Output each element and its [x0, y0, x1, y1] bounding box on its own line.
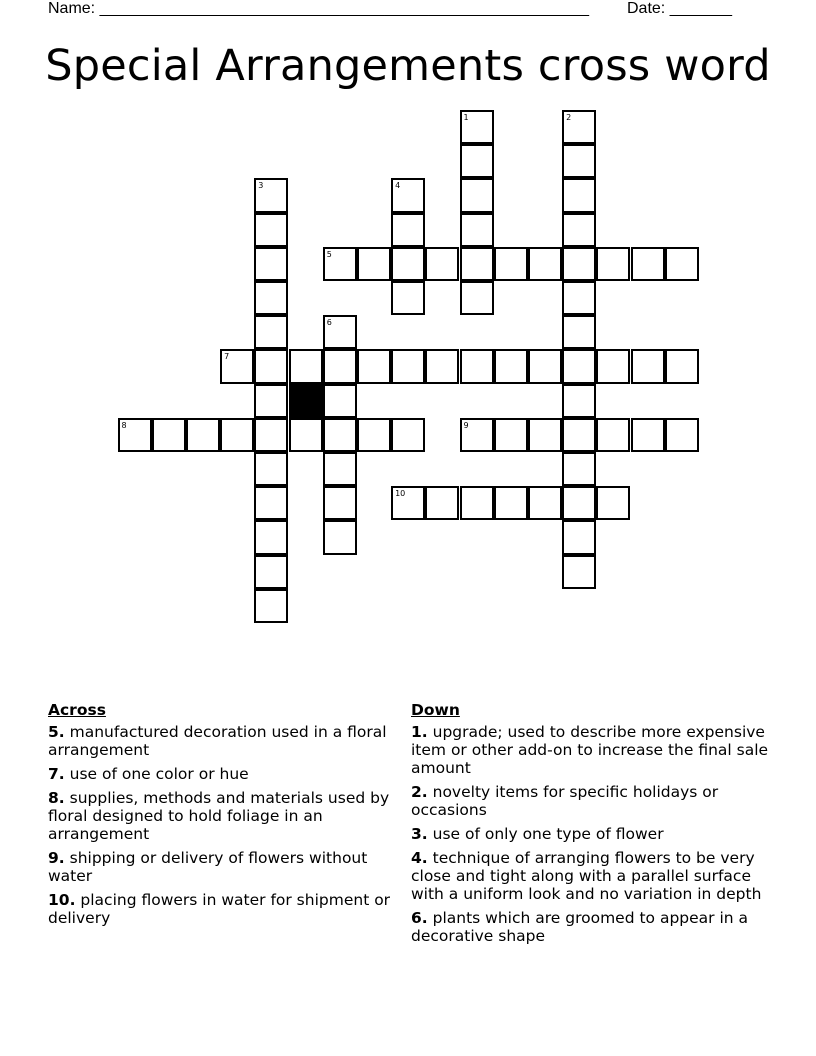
grid-cell[interactable] — [460, 418, 494, 452]
clue-number-label: 9 — [463, 420, 469, 430]
grid-cell[interactable] — [562, 452, 596, 486]
grid-cell[interactable] — [391, 486, 425, 520]
grid-cell[interactable] — [494, 486, 528, 520]
grid-cell[interactable] — [254, 281, 288, 315]
grid-cell[interactable] — [460, 213, 494, 247]
across-heading: Across — [48, 701, 106, 719]
grid-cell[interactable] — [118, 418, 152, 452]
clue-number: 1. — [411, 723, 428, 741]
grid-cell[interactable] — [254, 384, 288, 418]
grid-cell[interactable] — [562, 555, 596, 589]
clue-number: 8. — [48, 789, 65, 807]
grid-cell[interactable] — [562, 178, 596, 212]
grid-cell[interactable] — [596, 418, 630, 452]
clue-text: manufactured decoration used in a floral arrangement — [48, 723, 387, 759]
grid-cell[interactable] — [323, 520, 357, 554]
grid-cell[interactable] — [425, 486, 459, 520]
clue-number-label: 10 — [395, 489, 406, 499]
clue-number: 3. — [411, 825, 428, 843]
grid-cell[interactable] — [254, 178, 288, 212]
grid-cell[interactable] — [323, 418, 357, 452]
clue-text: technique of arranging flowers to be very close and tight along with a parallel surface with a uniform look and no variation in depth — [411, 849, 762, 903]
clue-text: supplies, methods and materials used by floral designed to hold foliage in an arrangement — [48, 789, 390, 843]
down-clues — [411, 701, 773, 951]
grid-cell[interactable] — [391, 213, 425, 247]
grid-cell[interactable] — [391, 281, 425, 315]
grid-cell[interactable] — [631, 418, 665, 452]
grid-cell[interactable] — [528, 349, 562, 383]
grid-cell[interactable] — [323, 315, 357, 349]
grid-cell[interactable] — [289, 349, 323, 383]
grid-cell[interactable] — [425, 349, 459, 383]
grid-cell[interactable] — [562, 315, 596, 349]
grid-cell[interactable] — [391, 349, 425, 383]
grid-cell[interactable] — [562, 281, 596, 315]
grid-cell[interactable] — [323, 247, 357, 281]
down-heading: Down — [411, 701, 460, 719]
clue-number-label: 6 — [326, 318, 332, 328]
grid-cell[interactable] — [665, 247, 699, 281]
grid-cell[interactable] — [631, 349, 665, 383]
grid-cell[interactable] — [562, 110, 596, 144]
grid-cell[interactable] — [254, 247, 288, 281]
grid-cell[interactable] — [460, 349, 494, 383]
grid-cell[interactable] — [460, 110, 494, 144]
clue-number: 9. — [48, 849, 65, 867]
clue-number: 5. — [48, 723, 65, 741]
grid-cell[interactable] — [254, 452, 288, 486]
grid-cell[interactable] — [220, 349, 254, 383]
clue-number: 2. — [411, 783, 428, 801]
grid-cell[interactable] — [357, 418, 391, 452]
clue-text: shipping or delivery of flowers without water — [48, 849, 368, 885]
clue-down-3 — [411, 825, 773, 843]
clue-number-label: 3 — [258, 181, 264, 191]
clue-number-label: 5 — [326, 249, 332, 259]
grid-cell[interactable] — [494, 247, 528, 281]
grid-cell[interactable] — [528, 486, 562, 520]
clue-across-5 — [48, 723, 393, 759]
grid-cell[interactable] — [494, 418, 528, 452]
clue-text: use of one color or hue — [69, 765, 249, 783]
grid-cell[interactable] — [460, 144, 494, 178]
grid-cell[interactable] — [254, 213, 288, 247]
clue-number-label: 2 — [566, 113, 572, 122]
grid-cell[interactable] — [596, 349, 630, 383]
clue-number-label: 7 — [224, 352, 230, 362]
grid-cell[interactable] — [562, 247, 596, 281]
clue-text: plants which are groomed to appear in a decorative shape — [411, 909, 749, 945]
clue-number-label: 4 — [395, 181, 401, 191]
across-clues — [48, 701, 393, 933]
grid-cell[interactable] — [323, 349, 357, 383]
clue-text: placing flowers in water for shipment or delivery — [48, 891, 391, 927]
grid-cell[interactable] — [254, 520, 288, 554]
grid-cell[interactable] — [665, 418, 699, 452]
grid-cell[interactable] — [631, 247, 665, 281]
grid-cell[interactable] — [460, 178, 494, 212]
grid-cell[interactable] — [289, 418, 323, 452]
grid-cell[interactable] — [254, 315, 288, 349]
grid-cell[interactable] — [460, 281, 494, 315]
clue-down-6 — [411, 909, 773, 945]
clue-text: use of only one type of flower — [432, 825, 664, 843]
grid-cell[interactable] — [357, 349, 391, 383]
grid-cell[interactable] — [220, 418, 254, 452]
clue-number: 6. — [411, 909, 428, 927]
black-square — [289, 384, 323, 418]
grid-cell[interactable] — [562, 384, 596, 418]
grid-cell[interactable] — [596, 247, 630, 281]
clue-across-8 — [48, 789, 393, 843]
grid-cell[interactable] — [562, 213, 596, 247]
clue-down-1 — [411, 723, 773, 777]
grid-cell[interactable] — [665, 349, 699, 383]
clue-text: novelty items for specific holidays or occasions — [411, 783, 719, 819]
date-field-line[interactable]: Date: _______ — [627, 0, 732, 17]
grid-cell[interactable] — [425, 247, 459, 281]
grid-cell[interactable] — [254, 589, 288, 623]
grid-cell[interactable] — [562, 486, 596, 520]
page-title: Special Arrangements cross word — [45, 41, 771, 91]
clue-across-9 — [48, 849, 393, 885]
grid-cell[interactable] — [562, 144, 596, 178]
clue-down-2 — [411, 783, 773, 819]
grid-cell[interactable] — [323, 384, 357, 418]
grid-cell[interactable] — [391, 178, 425, 212]
grid-cell[interactable] — [596, 486, 630, 520]
grid-cell[interactable] — [254, 418, 288, 452]
grid-cell[interactable] — [528, 247, 562, 281]
grid-cell[interactable] — [528, 418, 562, 452]
grid-cell[interactable] — [186, 418, 220, 452]
clue-number-label: 8 — [121, 420, 127, 430]
clue-number: 7. — [48, 765, 65, 783]
clue-text: upgrade; used to describe more expensive item or other add-on to increase the final sale amount — [411, 723, 769, 777]
grid-cell[interactable] — [254, 486, 288, 520]
grid-cell[interactable] — [494, 349, 528, 383]
grid-cell[interactable] — [562, 349, 596, 383]
clue-down-4 — [411, 849, 773, 903]
clue-across-10 — [48, 891, 393, 927]
grid-cell[interactable] — [357, 247, 391, 281]
clue-number: 4. — [411, 849, 428, 867]
clue-across-7 — [48, 765, 393, 783]
grid-cell[interactable] — [254, 555, 288, 589]
grid-cell[interactable] — [460, 486, 494, 520]
grid-cell[interactable] — [323, 452, 357, 486]
grid-cell[interactable] — [152, 418, 186, 452]
grid-cell[interactable] — [562, 418, 596, 452]
grid-cell[interactable] — [460, 247, 494, 281]
name-field-line[interactable]: Name: _______________________________________________________ — [48, 0, 589, 17]
grid-cell[interactable] — [562, 520, 596, 554]
grid-cell[interactable] — [323, 486, 357, 520]
clue-number-label: 1 — [463, 113, 469, 122]
grid-cell[interactable] — [391, 247, 425, 281]
clue-number: 10. — [48, 891, 76, 909]
grid-cell[interactable] — [254, 349, 288, 383]
grid-cell[interactable] — [391, 418, 425, 452]
